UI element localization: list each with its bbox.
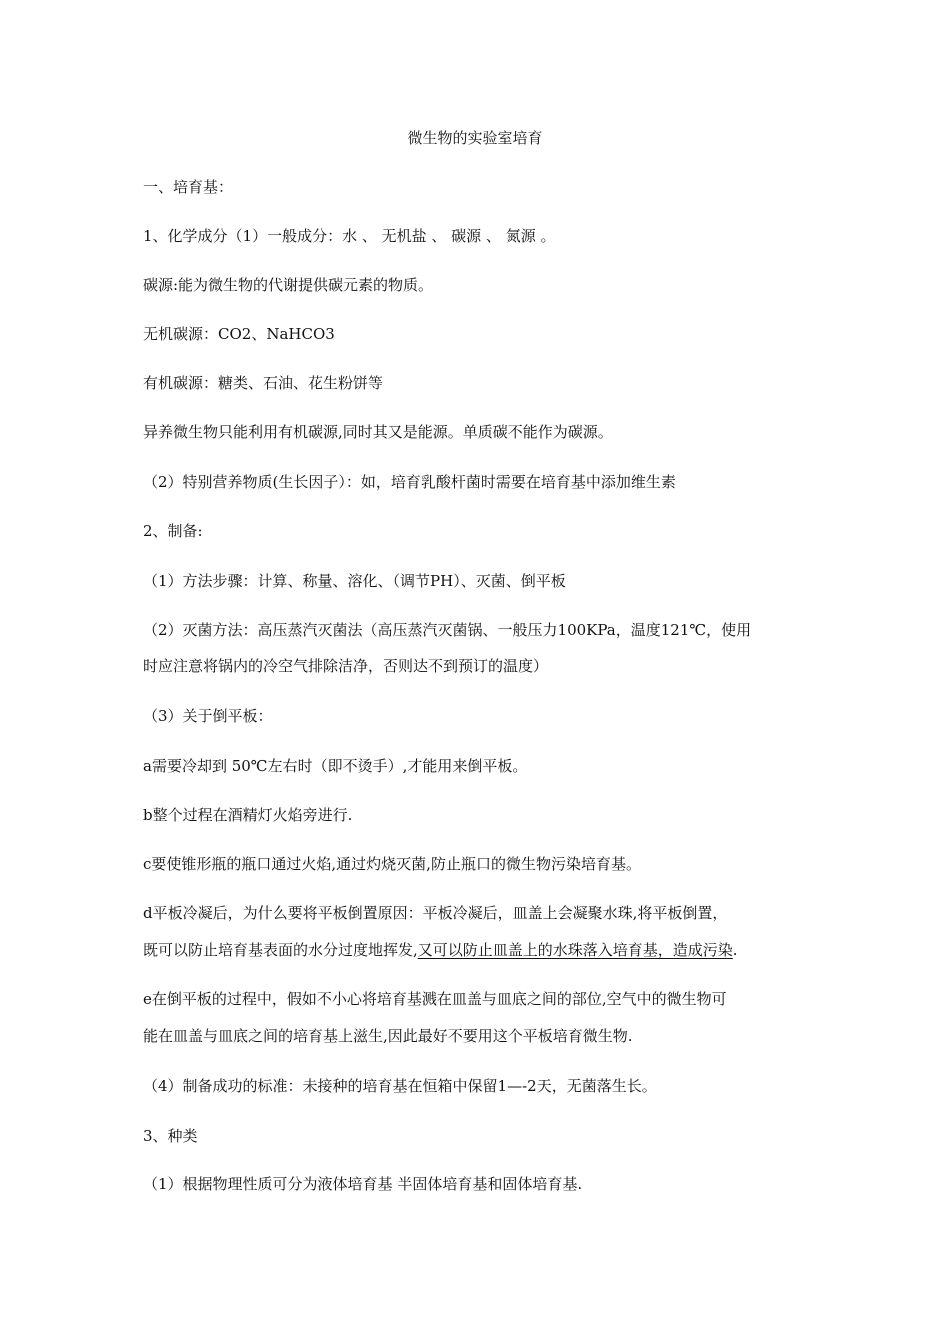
paragraph-inorganic-carbon: 无机碳源：CO2、NaHCO3	[143, 325, 335, 343]
document-title: 微生物的实验室培育	[407, 129, 543, 147]
paragraph-method-steps: （1）方法步骤：计算、称量、溶化、（调节PH）、灭菌、倒平板	[143, 572, 566, 590]
paragraph-physical-types: （1）根据物理性质可分为液体培育基 半固体培育基和固体培育基.	[143, 1175, 583, 1193]
paragraph-item-a: a需要冷却到 50℃左右时（即不烫手）,才能用来倒平板。	[143, 757, 528, 775]
paragraph-carbon-source: 碳源:能为微生物的代谢提供碳元素的物质。	[143, 276, 434, 294]
paragraph-item-d-line1: d平板冷凝后，为什么要将平板倒置原因：平板冷凝后，皿盖上会凝聚水珠,将平板倒置，	[143, 904, 728, 922]
item-d-period: .	[732, 941, 738, 959]
paragraph-special-nutrients: （2）特别营养物质(生长因子）：如，培育乳酸杆菌时需要在培育基中添加维生素	[143, 473, 676, 491]
paragraph-item-e-line1: e在倒平板的过程中，假如不小心将培育基溅在皿盖与皿底之间的部位,空气中的微生物可	[143, 990, 727, 1008]
item-d-plain-text: 既可以防止培育基表面的水分过度地挥发,	[143, 941, 418, 959]
paragraph-heterotroph: 异养微生物只能利用有机碳源,同时其又是能源。单质碳不能作为碳源。	[143, 423, 613, 441]
paragraph-sterilization-line1: （2）灭菌方法：高压蒸汽灭菌法（高压蒸汽灭菌锅、一般压力100KPa，温度121℃，使用	[143, 621, 752, 639]
paragraph-sterilization-line2: 时应注意将锅内的冷空气排除洁净，否则达不到预订的温度）	[143, 657, 549, 675]
paragraph-success-criteria: （4）制备成功的标准：未接种的培育基在恒箱中保留1—-2天，无菌落生长。	[143, 1077, 657, 1095]
section-heading-types: 3、种类	[143, 1127, 198, 1145]
paragraph-item-d-line2	[143, 940, 738, 960]
paragraph-pouring-plates: （3）关于倒平板：	[143, 707, 273, 725]
paragraph-organic-carbon: 有机碳源：糖类、石油、花生粉饼等	[143, 374, 384, 392]
paragraph-item-e-line2: 能在皿盖与皿底之间的培育基上滋生,因此最好不要用这个平板培育微生物.	[143, 1027, 633, 1045]
paragraph-item-c: c要使锥形瓶的瓶口通过火焰,通过灼烧灭菌,防止瓶口的微生物污染培育基。	[143, 855, 641, 873]
item-d-underlined-text: 又可以防止皿盖上的水珠落入培育基，造成污染	[417, 941, 733, 959]
section-heading-preparation: 2、制备:	[143, 522, 203, 540]
section-heading-culture-medium: 一、培育基：	[143, 178, 234, 196]
paragraph-item-b: b整个过程在酒精灯火焰旁进行.	[143, 806, 353, 824]
paragraph-chemical-composition: 1、化学成分（1）一般成分：水 、 无机盐 、 碳源 、 氮源 。	[143, 227, 556, 245]
